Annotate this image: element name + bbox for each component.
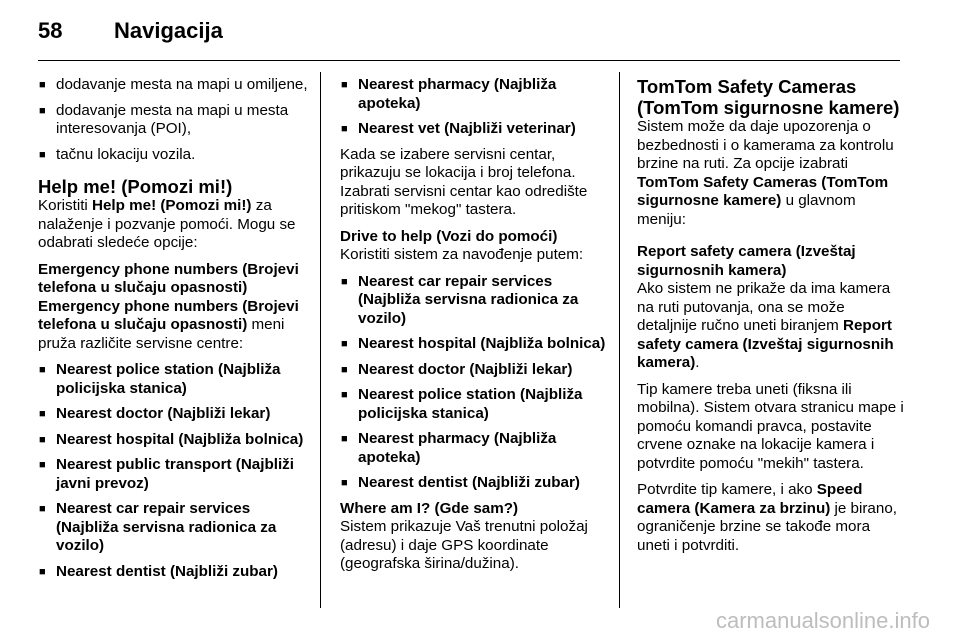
confirm-text: Potvrdite tip kamere, i ako Speed camera (Kamera za brzinu) je birano, ograničenje brzine se takođe mora uneti i potvrditi. [637, 481, 897, 554]
safety-cameras-heading: TomTom Safety Cameras (TomTom sigurnosne kamere) [637, 76, 900, 118]
list-item: ■ Nearest police station (Najbliža policijska stanica) [38, 361, 310, 398]
list-item: ■ Nearest car repair services (Najbliža servisna radionica za vozilo) [340, 273, 610, 329]
list-item: ■ Nearest hospital (Najbliža bolnica) [38, 431, 310, 450]
column-divider-2 [619, 72, 620, 608]
report-text: Ako sistem ne prikaže da ima kamera na ruti putovanja, ona se može detaljnije ručno uneti biranjem Report safety camera (Izveštaj sigurnosnih kamera). [637, 280, 894, 371]
drive-text: Koristiti sistem za navođenje putem: [340, 246, 584, 263]
selection-paragraph: Kada se izabere servisni centar, prikazuju se lokacija i broj telefona. Izabrati servisni centar kao odredište pritiskom "mekog" tastera. [340, 145, 588, 218]
safety-intro: Sistem može da daje upozorenja o bezbednosti i o kamerama za kontrolu brzine na ruti. Za opcije izabrati TomTom Safety Cameras (TomTom sigurnosne kamere) u glavnom meniju: [637, 118, 894, 228]
drive-list [340, 273, 610, 493]
list-item: ■ Nearest doctor (Najbliži lekar) [340, 361, 610, 380]
list-item: ■ dodavanje mesta na mapi u mesta interesovanja (POI), [38, 102, 310, 139]
report-subheading: Report safety camera (Izveštaj sigurnosnih kamera) [637, 243, 856, 279]
help-heading: Help me! (Pomozi mi!) [38, 176, 233, 197]
emergency-text: Emergency phone numbers (Brojevi telefona u slučaju opasnosti) meni pruža različite servisne centre: [38, 297, 299, 352]
column-2 [340, 76, 610, 582]
list-item: ■ Nearest dentist (Najbliži zubar) [340, 474, 610, 493]
page-header [38, 18, 223, 44]
column-3 [637, 76, 905, 563]
emergency-subheading: Emergency phone numbers (Brojevi telefona u slučaju opasnosti) [38, 260, 299, 296]
drive-subheading: Drive to help (Vozi do pomoći) [340, 227, 558, 245]
camera-type-text: Tip kamere treba uneti (fiksna ili mobilna). Sistem otvara stranicu mape i pomoću komandi pravca, postavite crvene oznake na lokacije kamera i potvrdite pomoću "mekih" tastera. [637, 380, 904, 472]
list-item: ■ Nearest vet (Najbliži veterinar) [340, 120, 610, 139]
list-item: ■ Nearest pharmacy (Najbliža apoteka) [340, 76, 610, 113]
list-item: ■ Nearest pharmacy (Najbliža apoteka) [340, 430, 610, 467]
list-item: ■ tačnu lokaciju vozila. [38, 146, 310, 165]
where-subheading: Where am I? (Gde sam?) [340, 499, 519, 517]
list-item: ■ Nearest dentist (Najbliži zubar) [38, 563, 310, 582]
list-item: ■ Nearest public transport (Najbliži javni prevoz) [38, 456, 310, 493]
services-list [38, 361, 310, 581]
column-1 [38, 76, 310, 588]
where-text: Sistem prikazuje Vaš trenutni položaj (adresu) i daje GPS koordinate (geografska širina/dužina). [340, 518, 588, 572]
page-number: 58 [38, 18, 63, 43]
header-rule [38, 60, 900, 61]
top-list [38, 76, 310, 164]
list-item: ■ Nearest police station (Najbliža policijska stanica) [340, 386, 610, 423]
list-item: ■ Nearest hospital (Najbliža bolnica) [340, 335, 610, 354]
list-item: ■ Nearest doctor (Najbliži lekar) [38, 405, 310, 424]
watermark: carmanualsonline.info [715, 608, 930, 633]
column-divider-1 [320, 72, 321, 608]
page-title: Navigacija [114, 18, 223, 43]
services-list-cont [340, 76, 610, 139]
list-item: ■ dodavanje mesta na mapi u omiljene, [38, 76, 310, 95]
list-item: ■ Nearest car repair services (Najbliža servisna radionica za vozilo) [38, 500, 310, 556]
help-intro: Koristiti Help me! (Pomozi mi!) za nalaženje i pozvanje pomoći. Mogu se odabrati sledeće opcije: [38, 197, 296, 251]
